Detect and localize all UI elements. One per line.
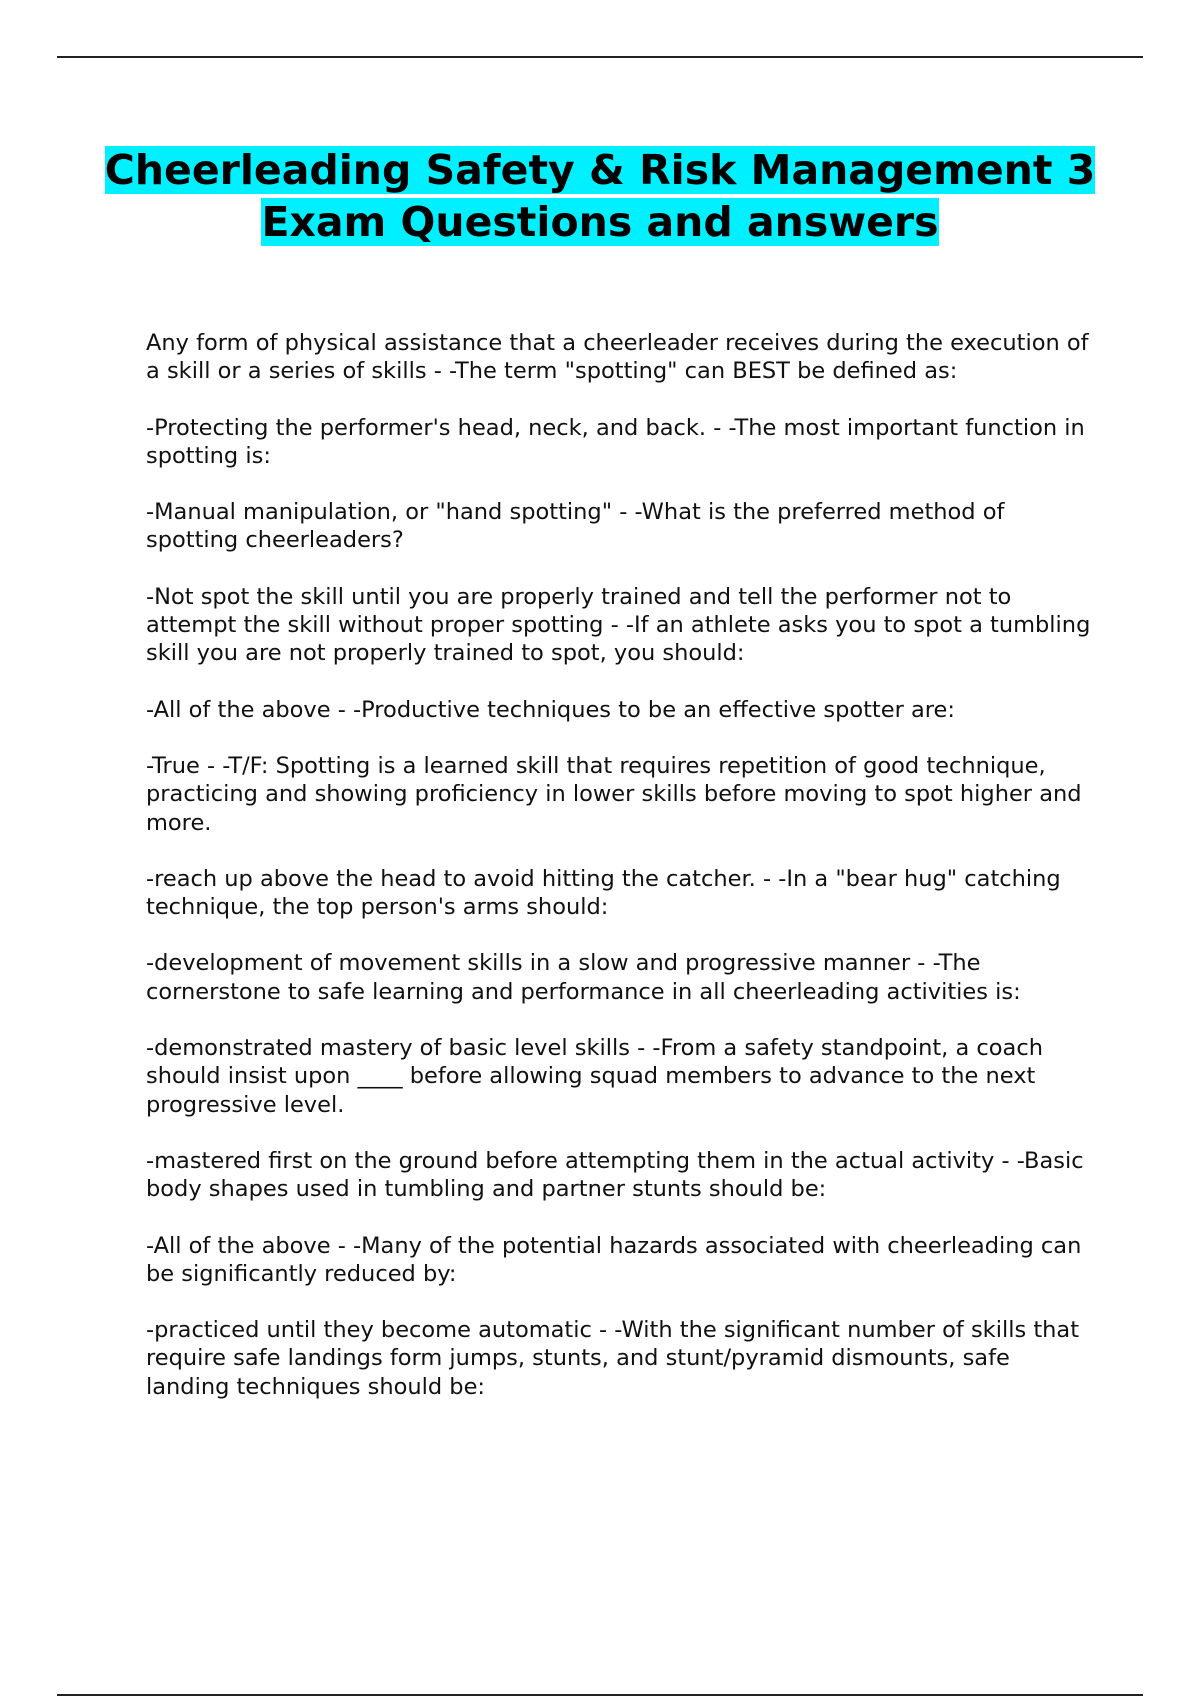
header-rule bbox=[57, 56, 1143, 58]
title-block bbox=[100, 144, 1100, 248]
qa-entry: -Manual manipulation, or "hand spotting" - -What is the preferred method of spotting cheerleaders? bbox=[146, 499, 1005, 554]
qa-entry: -All of the above - -Productive techniques to be an effective spotter are: bbox=[146, 696, 955, 723]
qa-entry: -Protecting the performer's head, neck, and back. - -The most important function in spotting is: bbox=[146, 414, 1085, 469]
qa-entry: -reach up above the head to avoid hitting the catcher. - -In a "bear hug" catching technique, the top person's arms should: bbox=[146, 865, 1061, 921]
footer-rule bbox=[57, 1694, 1143, 1696]
qa-entry: Any form of physical assistance that a cheerleader receives during the execution of a skill or a series of skills - -The term "spotting" can BEST be defined as: bbox=[146, 330, 1089, 385]
document-title-text: Cheerleading Safety & Risk Management 3 Exam Questions and answers bbox=[104, 146, 1096, 246]
document-title bbox=[100, 144, 1100, 248]
qa-entry: -All of the above - -Many of the potential hazards associated with cheerleading can be significantly reduced by: bbox=[146, 1232, 1082, 1287]
qa-entry: -Not spot the skill until you are properly trained and tell the performer not to attempt the skill without proper spotting - -If an athlete asks you to spot a tumbling skill you are not properly trained to spot, you should: bbox=[146, 583, 1091, 667]
qa-entry: -practiced until they become automatic - -With the significant number of skills that require safe landings form jumps, stunts, and stunt/pyramid dismounts, safe landing techniques should be: bbox=[146, 1317, 1080, 1400]
qa-entry: -mastered first on the ground before attempting them in the actual activity - -Basic body shapes used in tumbling and partner stunts should be: bbox=[146, 1147, 1084, 1203]
qa-entry: -True - -T/F: Spotting is a learned skill that requires repetition of good technique, practicing and showing proficiency in lower skills before moving to spot higher and more. bbox=[146, 752, 1082, 836]
qa-entry: -demonstrated mastery of basic level skills - -From a safety standpoint, a coach should insist upon ____ before allowing squad members to advance to the next progressive level. bbox=[146, 1035, 1043, 1118]
qa-entry: -development of movement skills in a slow and progressive manner - -The cornerstone to safe learning and performance in all cheerleading activities is: bbox=[146, 950, 1021, 1005]
qa-list bbox=[146, 329, 1096, 1429]
